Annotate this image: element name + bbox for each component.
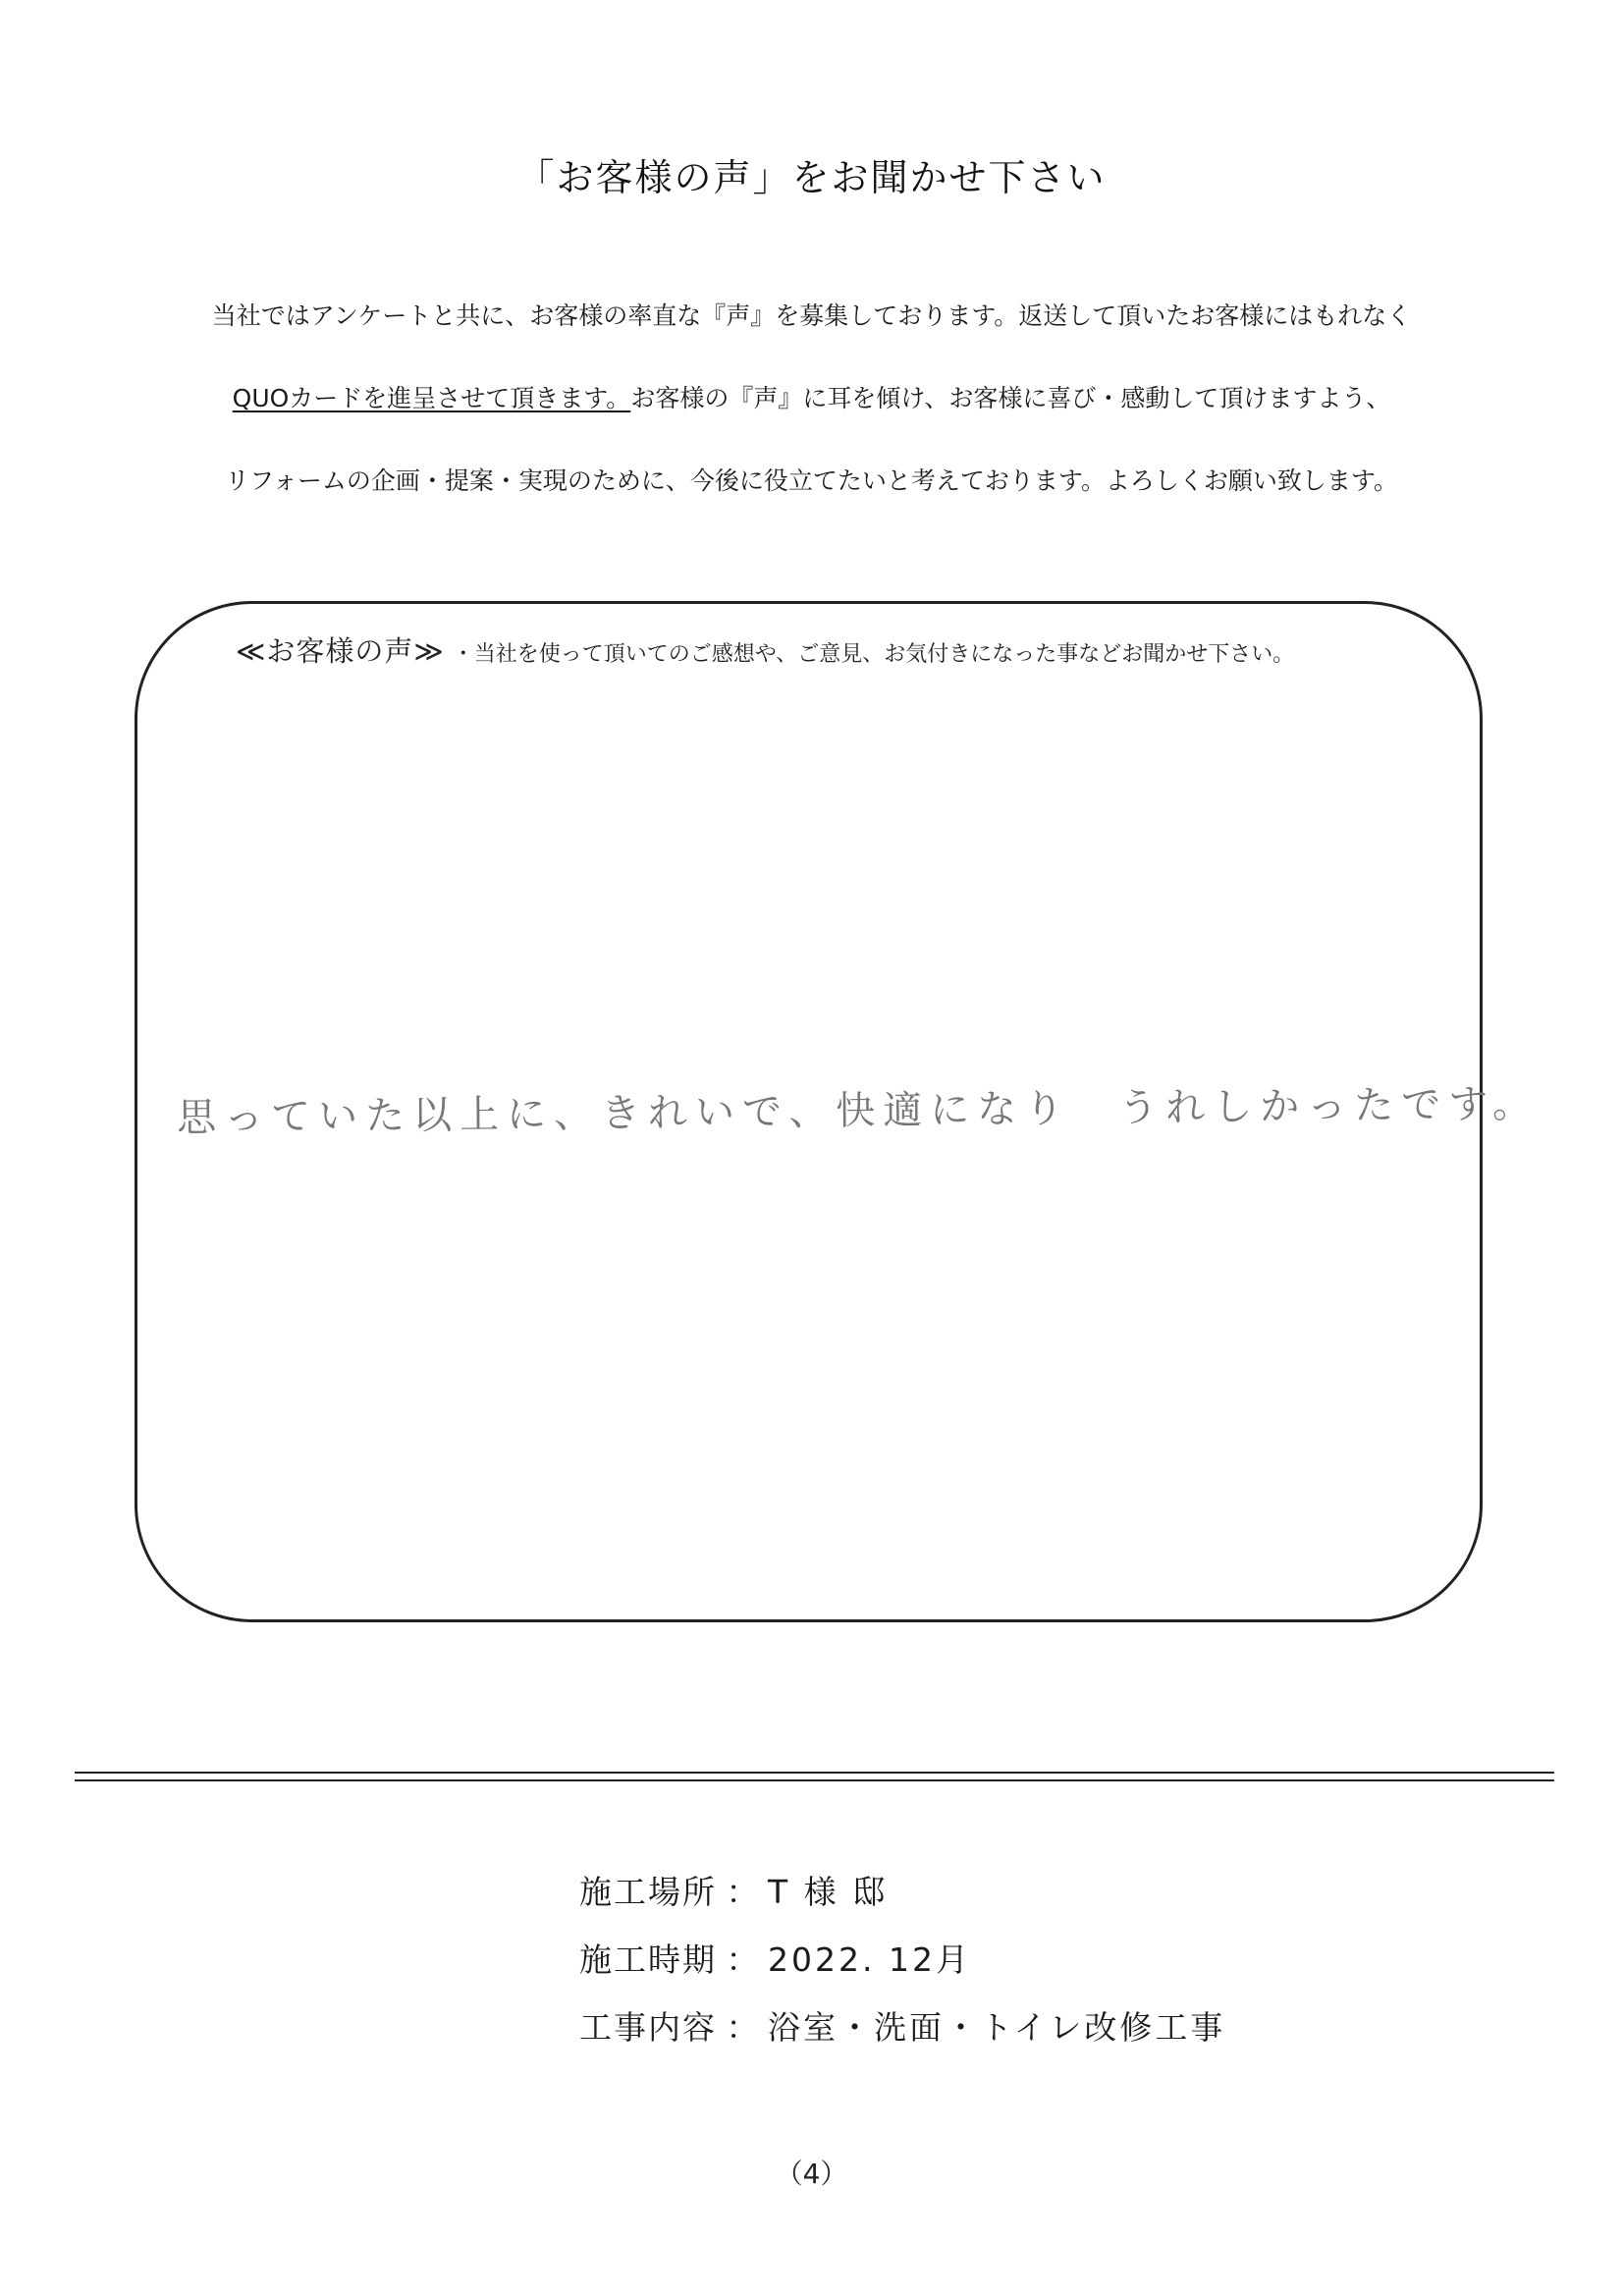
detail-label: 施工時期 — [579, 1941, 717, 1979]
intro-line-2-rest: お客様の『声』に耳を傾け、お客様に喜び・感動して頂けますよう、 — [630, 384, 1391, 412]
page-title: 「お客様の声」をお聞かせ下さい — [516, 156, 1107, 199]
voice-box-header — [236, 629, 1294, 670]
quo-card-notice: QUOカードを進呈させて頂きます。 — [232, 384, 631, 412]
handwritten-comment: 思っていた以上に、きれいで、快適になり うれしかったです。 — [176, 1081, 1541, 1141]
divider-line-top — [75, 1772, 1554, 1774]
detail-separator: ： — [726, 1873, 759, 1911]
detail-separator: ： — [726, 1941, 759, 1979]
divider-line-bottom — [75, 1779, 1554, 1781]
detail-row-period — [579, 1935, 971, 1981]
intro-line-3: リフォームの企画・提案・実現のために、今後に役立てたいと考えております。よろしくお願い致します。 — [225, 466, 1398, 495]
intro-line-1: 当社ではアンケートと共に、お客様の率直な『声』を募集しております。返送して頂いたお客様にはもれなく — [211, 301, 1412, 330]
detail-label: 施工場所 — [579, 1873, 717, 1911]
intro-line-2 — [0, 379, 1623, 414]
detail-value: 2022. 12月 — [768, 1941, 971, 1979]
customer-voice-box — [135, 601, 1541, 1622]
detail-row-work — [579, 2002, 1225, 2049]
detail-row-location — [579, 1867, 888, 1913]
detail-separator: ： — [726, 2008, 759, 2047]
detail-value: 浴室・洗面・トイレ改修工事 — [768, 2008, 1226, 2047]
detail-value: T 様 邸 — [768, 1873, 889, 1911]
voice-box-heading: ≪お客様の声≫ — [236, 634, 445, 668]
voice-box-instruction: ・当社を使って頂いてのご感想や、ご意見、お気付きになった事などお聞かせ下さい。 — [452, 642, 1295, 667]
page-number: （4） — [775, 2158, 848, 2190]
detail-label: 工事内容 — [579, 2008, 717, 2047]
